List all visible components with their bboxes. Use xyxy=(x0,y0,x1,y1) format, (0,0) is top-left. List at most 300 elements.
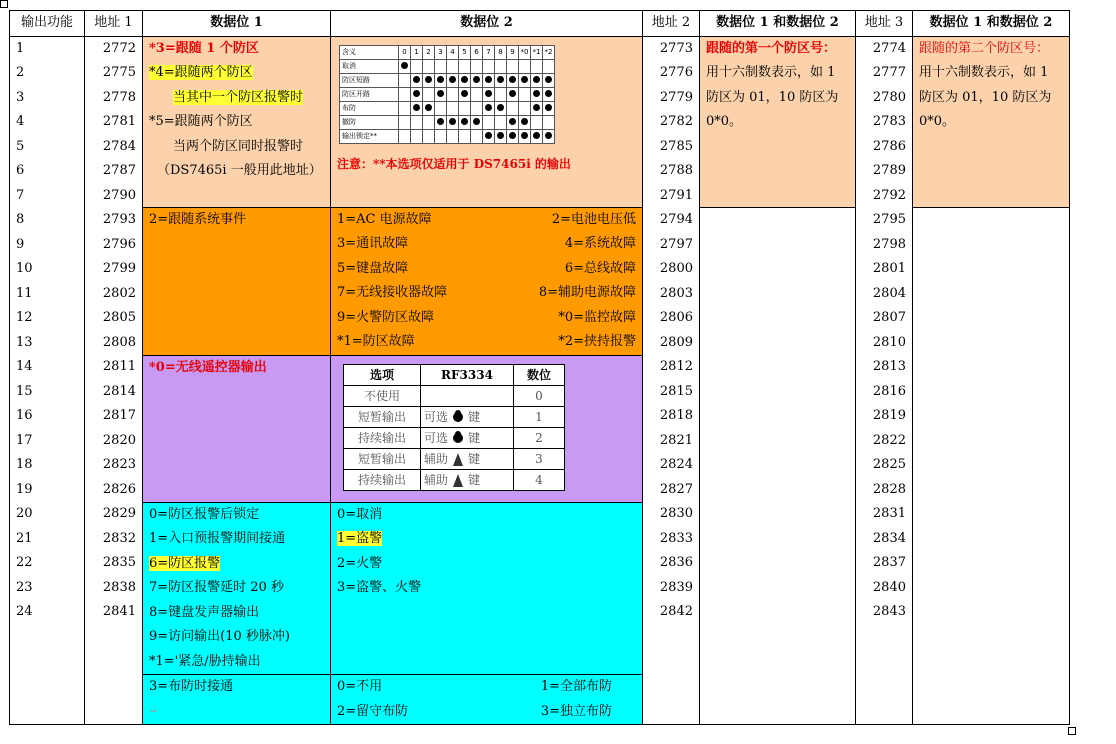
rf-header-cell: RF3334 xyxy=(421,364,514,385)
dot-icon xyxy=(485,76,492,83)
bell-icon xyxy=(453,453,463,466)
ds7465i-note-text: （DS7465i 一般用此地址） xyxy=(157,163,322,178)
grid-cell xyxy=(519,115,531,129)
rf-digit: 2 xyxy=(514,427,565,448)
grid-header-cell: 5 xyxy=(459,45,471,59)
light-burst-icon xyxy=(453,433,463,443)
output-option-text: 9=访问输出(10 秒脉冲) xyxy=(149,629,290,644)
address-3-value: 2816 xyxy=(872,383,906,399)
first-zone-line-4: 0*0。 xyxy=(706,114,743,129)
address-1-value: 2796 xyxy=(102,236,136,252)
header-address-1: 地址 1 xyxy=(85,11,143,37)
address-2-value: 2773 xyxy=(659,40,693,56)
address-2-value: 2833 xyxy=(659,530,693,546)
rf-digit: 0 xyxy=(514,385,565,406)
dot-icon xyxy=(521,132,528,139)
second-zone-title: 跟随的第二个防区号： xyxy=(919,40,1050,56)
grid-cell xyxy=(543,129,555,143)
rf-row xyxy=(344,385,565,406)
address-2-value: 2839 xyxy=(659,579,693,595)
grid-cell xyxy=(447,59,459,73)
address-3-value: 2795 xyxy=(872,212,906,227)
grid-cell xyxy=(471,129,483,143)
section-1-data-bit-1 xyxy=(143,36,331,207)
ds7465i-only-note: 注意：**本选项仅适用于 DS7465i 的输出 xyxy=(337,156,571,171)
grid-cell xyxy=(543,73,555,87)
address-3-value: 2789 xyxy=(872,163,906,178)
grid-cell xyxy=(423,129,435,143)
address-3-value: 2825 xyxy=(872,457,906,472)
section-2-data-bit-2 xyxy=(331,207,643,355)
arm-mode-right: 1=全部布防 xyxy=(540,679,612,694)
dot-icon xyxy=(425,76,432,83)
grid-row xyxy=(340,59,555,73)
system-event-row xyxy=(331,257,642,282)
address-1-value: 2829 xyxy=(102,506,136,521)
section-3-data-bit-2 xyxy=(331,355,643,502)
rf-option: 持续输出 xyxy=(344,469,421,490)
follow-two-zones-both-text: *5=跟随两个防区 xyxy=(149,114,253,129)
output-function-number: 21 xyxy=(16,530,33,546)
output-option xyxy=(143,527,330,552)
address-2-value: 2794 xyxy=(659,212,693,227)
rf3334-option-table xyxy=(343,364,565,491)
grid-cell xyxy=(495,129,507,143)
arm-mode-left: 2=留守布防 xyxy=(337,703,409,719)
dot-icon xyxy=(437,90,444,97)
grid-cell xyxy=(435,101,447,115)
address-1-value: 2808 xyxy=(102,334,136,350)
dot-icon xyxy=(485,104,492,111)
dot-icon xyxy=(401,62,408,69)
address-1-value: 2778 xyxy=(102,89,136,105)
address-3-column xyxy=(856,36,913,725)
dot-icon xyxy=(545,104,552,111)
address-3-value: 2774 xyxy=(872,40,906,56)
grid-cell xyxy=(531,59,543,73)
dot-icon xyxy=(521,118,528,125)
dot-icon xyxy=(437,76,444,83)
alarm-type xyxy=(331,576,642,601)
dot-icon xyxy=(533,90,540,97)
data-bit-1-and-2-a-lower xyxy=(700,207,856,725)
grid-row-label: 防区开路 xyxy=(340,87,399,101)
rf-button-cell xyxy=(421,406,514,427)
grid-cell xyxy=(435,73,447,87)
dot-icon xyxy=(485,132,492,139)
header-output-function: 输出功能 xyxy=(10,11,85,37)
output-function-number: 19 xyxy=(16,481,33,497)
grid-row-label: 撤防 xyxy=(340,115,399,129)
output-function-table xyxy=(9,10,1070,725)
dot-icon xyxy=(485,90,492,97)
output-option-text: 8=键盘发声器输出 xyxy=(149,604,260,620)
grid-cell xyxy=(543,59,555,73)
grid-row-label: 防区短路 xyxy=(340,73,399,87)
grid-cell xyxy=(423,115,435,129)
grid-cell xyxy=(447,115,459,129)
data-bit-1-and-2-b-lower xyxy=(913,207,1070,725)
address-1-value: 2820 xyxy=(102,432,136,448)
address-2-value: 2812 xyxy=(659,359,693,374)
grid-cell xyxy=(399,129,411,143)
address-1-value: 2787 xyxy=(102,163,136,178)
section-1-data-bit-1-and-2-a xyxy=(700,36,856,207)
grid-cell xyxy=(507,115,519,129)
address-3-value: 2837 xyxy=(872,555,906,570)
address-2-value: 2815 xyxy=(659,383,693,399)
grid-row-label: 取消 xyxy=(340,59,399,73)
system-event-left: 1=AC 电源故障 xyxy=(337,211,432,227)
grid-cell xyxy=(483,115,495,129)
address-2-value: 2803 xyxy=(659,285,693,301)
rf-digit: 4 xyxy=(514,469,565,490)
paragraph-mark: ↵ xyxy=(149,705,158,717)
bell-icon xyxy=(453,474,463,487)
grid-cell xyxy=(519,59,531,73)
output-function-number: 1 xyxy=(16,40,25,56)
grid-cell xyxy=(531,73,543,87)
grid-cell xyxy=(495,87,507,101)
output-option xyxy=(143,625,330,650)
address-2-value: 2806 xyxy=(659,310,693,325)
address-3-value: 2813 xyxy=(872,359,906,374)
address-3-value: 2819 xyxy=(872,408,906,423)
rf-key-label: 键 xyxy=(468,409,481,424)
grid-row xyxy=(340,129,555,143)
address-1-value: 2823 xyxy=(102,457,136,472)
wireless-remote-output-text: *0=无线遥控器输出 xyxy=(149,359,267,375)
dot-icon xyxy=(425,104,432,111)
output-option xyxy=(143,552,330,577)
grid-cell xyxy=(399,101,411,115)
dot-icon xyxy=(509,118,516,125)
rf-header-cell: 数位 xyxy=(514,364,565,385)
address-1-value: 2835 xyxy=(102,555,136,570)
header-data-bit-2: 数据位 2 xyxy=(331,11,643,37)
grid-cell xyxy=(483,87,495,101)
rf-digit: 3 xyxy=(514,448,565,469)
address-3-value: 2780 xyxy=(872,89,906,105)
grid-header-cell: 7 xyxy=(483,45,495,59)
dot-icon xyxy=(497,104,504,111)
dot-icon xyxy=(449,76,456,83)
grid-cell xyxy=(435,115,447,129)
grid-cell xyxy=(411,115,423,129)
header-data-bit-1-and-2-a: 数据位 1 和数据位 2 xyxy=(700,11,856,37)
system-event-left: 7=无线接收器故障 xyxy=(337,285,448,300)
alarm-type-text: 3=盗警、火警 xyxy=(337,580,422,595)
grid-cell xyxy=(459,87,471,101)
output-option xyxy=(143,576,330,601)
grid-row-label: 输出锁定** xyxy=(340,129,399,143)
grid-cell xyxy=(447,101,459,115)
grid-cell xyxy=(471,73,483,87)
system-event-right: 2=电池电压低 xyxy=(551,211,636,227)
rf-row xyxy=(344,406,565,427)
grid-cell xyxy=(411,87,423,101)
rf-header-cell: 选项 xyxy=(344,364,421,385)
dot-icon xyxy=(461,90,468,97)
address-3-value: 2783 xyxy=(872,114,906,129)
output-function-number: 6 xyxy=(16,163,25,178)
header-address-3: 地址 3 xyxy=(856,11,913,37)
rf-button-type: 可选 xyxy=(424,409,449,424)
system-event-left: 3=通讯故障 xyxy=(337,236,409,251)
grid-cell xyxy=(543,87,555,101)
dot-icon xyxy=(533,104,540,111)
grid-cell xyxy=(471,115,483,129)
rf-header-row xyxy=(344,364,565,385)
address-2-value: 2788 xyxy=(659,163,693,178)
grid-cell xyxy=(495,73,507,87)
grid-cell xyxy=(495,59,507,73)
dot-icon xyxy=(545,90,552,97)
address-3-value: 2843 xyxy=(872,604,906,619)
output-function-number: 20 xyxy=(16,506,33,521)
dot-icon xyxy=(413,76,420,83)
section-1-data-bit-1-and-2-b xyxy=(913,36,1070,207)
output-function-column xyxy=(10,36,85,725)
grid-header-cell: 0 xyxy=(399,45,411,59)
grid-cell xyxy=(483,101,495,115)
output-option xyxy=(143,601,330,626)
output-function-number: 13 xyxy=(16,334,33,350)
grid-cell xyxy=(531,129,543,143)
grid-cell xyxy=(435,129,447,143)
address-1-value: 2775 xyxy=(102,65,136,80)
dot-icon xyxy=(413,90,420,97)
grid-cell xyxy=(459,101,471,115)
address-1-value: 2832 xyxy=(102,530,136,546)
output-option-text: *1='紧急/胁持输出 xyxy=(149,653,261,669)
header-row xyxy=(10,11,1070,37)
grid-cell xyxy=(519,129,531,143)
grid-cell xyxy=(507,87,519,101)
grid-cell xyxy=(495,115,507,129)
body-row xyxy=(10,36,1070,207)
dot-icon xyxy=(545,132,552,139)
address-2-column xyxy=(643,36,700,725)
address-3-value: 2822 xyxy=(872,432,906,448)
grid-cell xyxy=(471,87,483,101)
address-1-value: 2826 xyxy=(102,481,136,497)
alarm-type-text: 0=取消 xyxy=(337,506,383,522)
grid-cell xyxy=(423,87,435,101)
dot-icon xyxy=(461,76,468,83)
grid-header-cell: 8 xyxy=(495,45,507,59)
address-3-value: 2792 xyxy=(872,187,906,203)
rf-key-label: 键 xyxy=(468,472,481,487)
both-zones-alarm-text: 当两个防区同时报警时 xyxy=(173,138,304,154)
grid-cell xyxy=(459,115,471,129)
grid-cell xyxy=(435,59,447,73)
output-function-number: 3 xyxy=(16,89,25,105)
grid-header-cell: 2 xyxy=(423,45,435,59)
section-1-data-bit-2 xyxy=(331,36,643,207)
address-1-value: 2805 xyxy=(102,310,136,325)
output-option xyxy=(143,650,330,675)
grid-cell xyxy=(399,59,411,73)
address-2-value: 2818 xyxy=(659,408,693,423)
output-function-number: 24 xyxy=(16,604,33,619)
address-3-value: 2834 xyxy=(872,530,906,546)
rf-option: 持续输出 xyxy=(344,427,421,448)
output-function-number: 2 xyxy=(16,65,25,80)
grid-cell xyxy=(531,87,543,101)
output-function-number: 17 xyxy=(16,432,33,448)
rf-row xyxy=(344,427,565,448)
address-3-value: 2810 xyxy=(872,334,906,350)
dot-icon xyxy=(497,76,504,83)
grid-header-cell: 3 xyxy=(435,45,447,59)
table-resize-handle[interactable] xyxy=(1068,727,1076,735)
address-3-value: 2786 xyxy=(872,138,906,154)
alarm-type xyxy=(331,552,642,577)
output-function-number: 16 xyxy=(16,408,33,423)
dot-icon xyxy=(497,132,504,139)
grid-cell xyxy=(423,101,435,115)
grid-row xyxy=(340,73,555,87)
address-3-value: 2777 xyxy=(872,65,906,80)
arm-mode-right: 3=独立布防 xyxy=(540,703,612,719)
system-event-left: 5=键盘故障 xyxy=(337,260,409,276)
output-function-number: 23 xyxy=(16,579,33,595)
address-1-value: 2781 xyxy=(102,114,136,129)
output-function-number: 8 xyxy=(16,212,25,227)
grid-cell xyxy=(483,59,495,73)
grid-cell xyxy=(411,59,423,73)
rf-button-type: 可选 xyxy=(424,430,449,445)
header-data-bit-1: 数据位 1 xyxy=(143,11,331,37)
grid-header-cell: *2 xyxy=(543,45,555,59)
address-1-value: 2814 xyxy=(102,383,136,399)
alarm-type xyxy=(331,503,642,528)
grid-cell xyxy=(459,129,471,143)
grid-cell xyxy=(495,101,507,115)
dot-icon xyxy=(473,118,480,125)
system-event-right: 4=系统故障 xyxy=(564,236,636,251)
address-2-value: 2821 xyxy=(659,432,693,448)
output-function-number: 18 xyxy=(16,457,33,472)
address-1-value: 2811 xyxy=(102,359,136,374)
dot-icon xyxy=(521,76,528,83)
grid-cell xyxy=(483,73,495,87)
address-1-value: 2841 xyxy=(102,604,136,619)
system-event-row xyxy=(331,208,642,233)
rf-button-cell xyxy=(421,448,514,469)
grid-row-label: 布防 xyxy=(340,101,399,115)
grid-cell xyxy=(435,87,447,101)
alarm-type xyxy=(331,527,642,552)
dot-icon xyxy=(545,76,552,83)
grid-cell xyxy=(519,73,531,87)
grid-row xyxy=(340,101,555,115)
grid-cell xyxy=(507,101,519,115)
grid-cell xyxy=(447,129,459,143)
grid-cell xyxy=(423,59,435,73)
address-2-value: 2779 xyxy=(659,89,693,105)
grid-row xyxy=(340,87,555,101)
grid-header-cell: 含义 xyxy=(340,45,399,59)
output-function-number: 14 xyxy=(16,359,33,374)
output-function-number: 5 xyxy=(16,138,25,154)
address-3-value: 2807 xyxy=(872,310,906,325)
system-event-right: 8=辅助电源故障 xyxy=(538,285,636,300)
address-1-column xyxy=(85,36,143,725)
system-event-right: *0=监控故障 xyxy=(558,309,636,325)
alarm-type-text: 1=盗警 xyxy=(337,531,383,546)
address-2-value: 2800 xyxy=(659,261,693,276)
address-3-value: 2831 xyxy=(872,506,906,521)
follow-system-events-text: 2=跟随系统事件 xyxy=(149,211,247,227)
grid-cell xyxy=(543,115,555,129)
output-function-number: 12 xyxy=(16,310,33,325)
header-address-2: 地址 2 xyxy=(643,11,700,37)
rf-button-cell xyxy=(421,427,514,448)
output-option-text: 6=防区报警 xyxy=(149,555,221,571)
grid-cell xyxy=(507,59,519,73)
output-option-text: 7=防区报警延时 20 秒 xyxy=(149,580,284,595)
section-3-data-bit-1 xyxy=(143,355,331,502)
system-event-row xyxy=(331,232,642,257)
grid-cell xyxy=(543,101,555,115)
arm-on-text: 3=布防时接通 xyxy=(149,679,234,694)
address-1-value: 2802 xyxy=(102,285,136,301)
grid-header-row xyxy=(340,45,555,59)
alarm-type-text: 2=火警 xyxy=(337,555,383,571)
output-function-number: 7 xyxy=(16,187,25,203)
rf-button-type: 辅助 xyxy=(424,472,449,487)
grid-cell xyxy=(531,115,543,129)
dot-icon xyxy=(473,76,480,83)
first-zone-title: 跟随的第一个防区号： xyxy=(706,40,837,56)
rf-key-label: 键 xyxy=(468,451,481,466)
address-2-value: 2824 xyxy=(659,457,693,472)
grid-cell xyxy=(519,87,531,101)
system-event-left: *1=防区故障 xyxy=(337,334,415,349)
grid-header-cell: 9 xyxy=(507,45,519,59)
address-1-value: 2799 xyxy=(102,261,136,276)
grid-header-cell: 1 xyxy=(411,45,423,59)
document-table-wrapper xyxy=(9,10,1069,722)
section-5-data-bit-1 xyxy=(143,675,331,725)
address-3-value: 2828 xyxy=(872,481,906,497)
rf-row xyxy=(344,448,565,469)
rf-option: 短暂输出 xyxy=(344,448,421,469)
follow-one-zone-text: *3=跟随 1 个防区 xyxy=(149,40,259,56)
any-zone-alarm-text: 当其中一个防区报警时 xyxy=(173,89,304,105)
zone-event-grid xyxy=(339,45,555,144)
second-zone-line-4: 0*0。 xyxy=(919,114,956,129)
grid-cell xyxy=(447,87,459,101)
rf-option: 不使用 xyxy=(344,385,421,406)
address-2-value: 2827 xyxy=(659,481,693,497)
address-2-value: 2836 xyxy=(659,555,693,570)
grid-cell xyxy=(399,73,411,87)
grid-row xyxy=(340,115,555,129)
section-5-data-bit-2 xyxy=(331,675,643,725)
output-function-number: 15 xyxy=(16,383,33,399)
grid-cell xyxy=(531,101,543,115)
rf-button-type: 辅助 xyxy=(424,451,449,466)
system-event-right: 6=总线故障 xyxy=(564,260,636,276)
address-3-value: 2840 xyxy=(872,579,906,595)
follow-two-zones-any-text: *4=跟随两个防区 xyxy=(149,65,253,80)
grid-cell xyxy=(459,73,471,87)
arm-mode-row xyxy=(331,700,642,725)
grid-cell xyxy=(483,129,495,143)
